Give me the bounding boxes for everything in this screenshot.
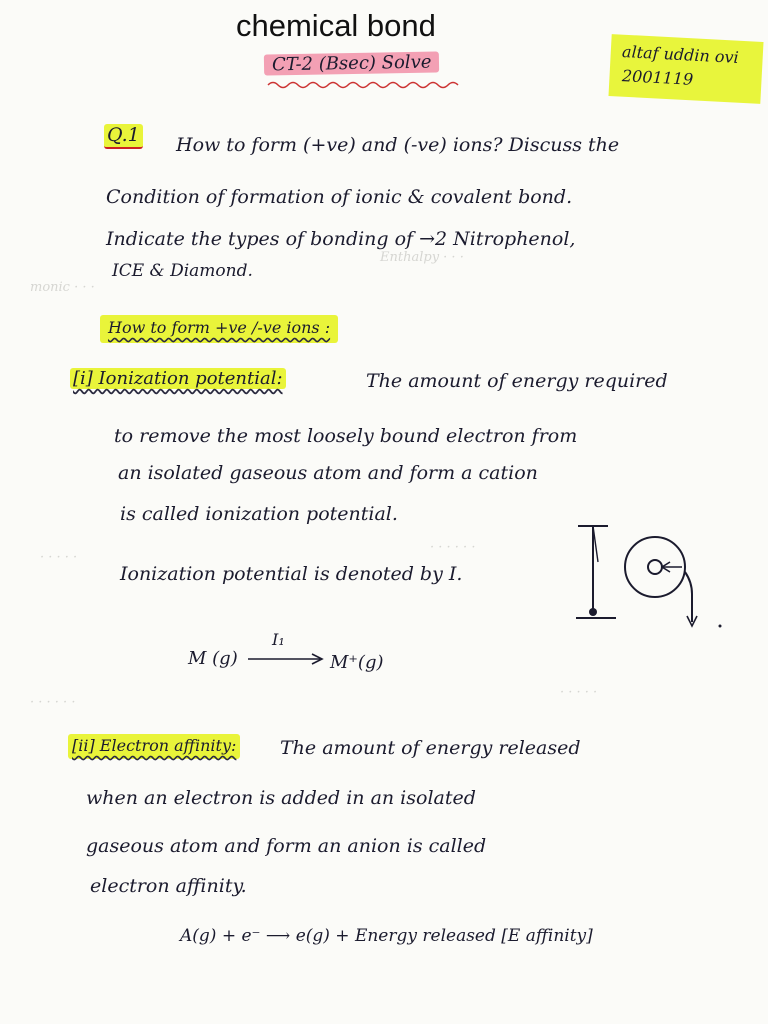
affinity-heading: [ii] Electron affinity:	[68, 734, 240, 759]
ionization-heading: [i] Ionization potential:	[70, 368, 286, 389]
ionization-line: is called ionization potential.	[120, 503, 398, 525]
bleed-through-text: monic · · ·	[30, 280, 95, 295]
ionization-line: The amount of energy required	[366, 370, 668, 392]
affinity-line: electron affinity.	[90, 875, 247, 897]
question-line: Condition of formation of ionic & covalent bond.	[106, 186, 573, 208]
affinity-line: when an electron is added in an isolated	[86, 787, 476, 809]
author-name: altaf uddin ovi	[621, 41, 740, 68]
section-heading: How to form +ve /-ve ions :	[100, 315, 338, 343]
question-line: Indicate the types of bonding of →2 Nitrophenol,	[106, 228, 576, 250]
bleed-through-text: · · · · ·	[40, 550, 78, 565]
ionization-line: to remove the most loosely bound electron from	[114, 425, 578, 447]
bleed-through-text: · · · · ·	[560, 685, 598, 700]
equation-right: M⁺(g)	[330, 652, 384, 673]
question-line: How to form (+ve) and (-ve) ions? Discuss the	[176, 134, 620, 156]
reaction-arrow-icon	[246, 652, 326, 666]
author-id: 2001119	[621, 66, 694, 89]
page-subtitle: CT-2 (Bsec) Solve	[264, 51, 440, 75]
bleed-through-text: · · · · · ·	[430, 540, 476, 555]
question-tag: Q.1	[104, 124, 143, 149]
affinity-line: gaseous atom and form an anion is called	[86, 835, 487, 857]
bleed-through-text: Enthalpy · · ·	[380, 250, 464, 265]
ionization-line: an isolated gaseous atom and form a cation	[118, 462, 538, 484]
bleed-through-text: · · · · · ·	[30, 695, 76, 710]
equation-arrow-label: I₁	[272, 630, 285, 649]
subtitle-wavy-underline	[266, 80, 462, 90]
doodle-diagram-icon	[560, 522, 750, 642]
equation-left: M (g)	[188, 648, 238, 669]
question-line: ICE & Diamond.	[112, 261, 253, 281]
ionization-line: Ionization potential is denoted by I.	[120, 563, 463, 585]
page-title: chemical bond	[236, 8, 436, 43]
affinity-line: The amount of energy released	[280, 737, 581, 759]
affinity-equation: A(g) + e⁻ ⟶ e(g) + Energy released [E affinity]	[180, 926, 593, 946]
